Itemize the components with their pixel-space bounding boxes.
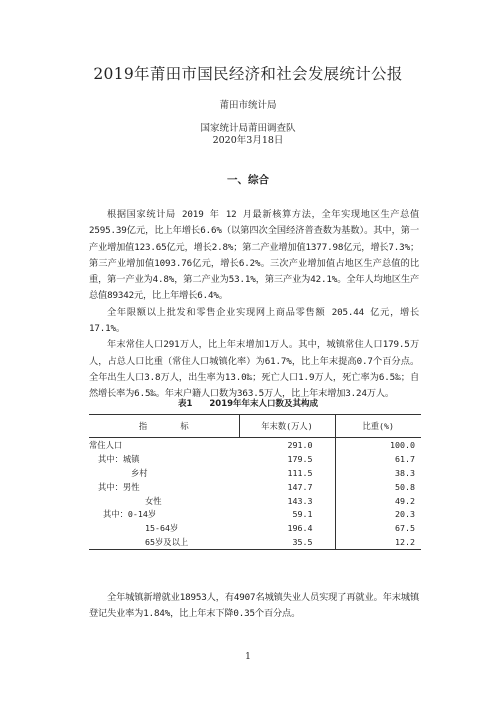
table-row [89,507,421,521]
row-share: 67.5 [395,523,415,534]
table-row [89,494,421,508]
paragraph-online-retail: 全年限额以上批发和零售企业实现网上商品零售额 205.44 亿元，增长17.1%。 [89,306,419,335]
table-row [89,438,421,452]
header-share: 比重(%) [335,415,421,438]
row-value: 143.3 [239,494,335,508]
row-label: 其中：0-14岁 [103,509,157,520]
table-row [89,521,421,535]
issuer-statistics-bureau: 莆田市统计局 [219,100,277,111]
row-label: 女性 [145,495,162,506]
publish-date: 2020年3月18日 [212,135,284,146]
row-label: 65岁及以上 [89,535,239,549]
row-value: 35.5 [239,535,335,549]
row-label: 常住人口 [89,439,123,450]
population-table [89,414,421,550]
row-label: 15-64岁 [145,523,179,534]
row-label: 其中：城镇 [98,453,140,464]
body-text [89,207,419,403]
row-share: 20.3 [395,509,415,520]
paragraph-gdp: 根据国家统计局 2019 年 12 月最新核算方法，全年实现地区生产总值 2595.39亿元，比上年增长6.6%（以第四次全国经济普查数为基数）。其中，第一产业增加值123.65亿元，增长2.8%；第二产业增加值1377.98亿元，增长7.3%；第三产业增加值1093.76亿元，增长6.2%。三次产业增加值占地区生产总值的比重，第一产业为4.8%，第二产业为53.1%，第三产业为42.1%。全年人均地区生产总值89342元，比上年增长6.4%。 [89,209,419,302]
table-row [89,535,421,549]
row-share: 49.2 [395,495,415,506]
table-row [89,466,421,480]
row-label: 其中：男性 [98,481,140,492]
header-year-end: 年末数(万人) [239,415,335,438]
row-value: 179.5 [239,452,335,466]
row-value: 291.0 [239,438,335,452]
row-share: 100.0 [390,439,415,450]
row-label: 乡村 [131,467,148,478]
table-header-row [89,415,421,438]
table-caption: 表1 2019年年末人口数及其构成 [177,399,319,409]
table-row [89,452,421,466]
row-share: 50.8 [395,481,415,492]
row-value: 196.4 [239,521,335,535]
employment-text [89,590,419,623]
row-share: 38.3 [395,467,415,478]
row-value: 59.1 [239,507,335,521]
page-number: 1 [245,652,251,662]
row-value: 111.5 [239,466,335,480]
paragraph-employment: 全年城镇新增就业18953人，有4907名城镇失业人员实现了再就业。年末城镇登记失业率为1.84%，比上年末下降0.35个百分点。 [89,592,419,620]
paragraph-population: 年末常住人口291万人，比上年末增加1万人。其中，城镇常住人口179.5万人，占总人口比重（常住人口城镇化率）为61.7%，比上年末提高0.7个百分点。全年出生人口3.8万人，出生率为13.0‰；死亡人口1.9万人，死亡率为6.5‰；自然增长率为6.5‰。年末户籍人口数为363.5万人，比上年末增加3.24万人。 [89,339,419,400]
section-heading: 一、综合 [227,174,269,186]
row-value: 147.7 [239,480,335,494]
table-row [89,480,421,494]
row-share: 12.2 [335,535,421,549]
issuer-survey-team: 国家统计局莆田调查队 [200,123,296,134]
document-title: 2019年莆田市国民经济和社会发展统计公报 [93,65,403,83]
row-share: 61.7 [395,453,415,464]
header-indicator: 指 标 [89,415,239,438]
